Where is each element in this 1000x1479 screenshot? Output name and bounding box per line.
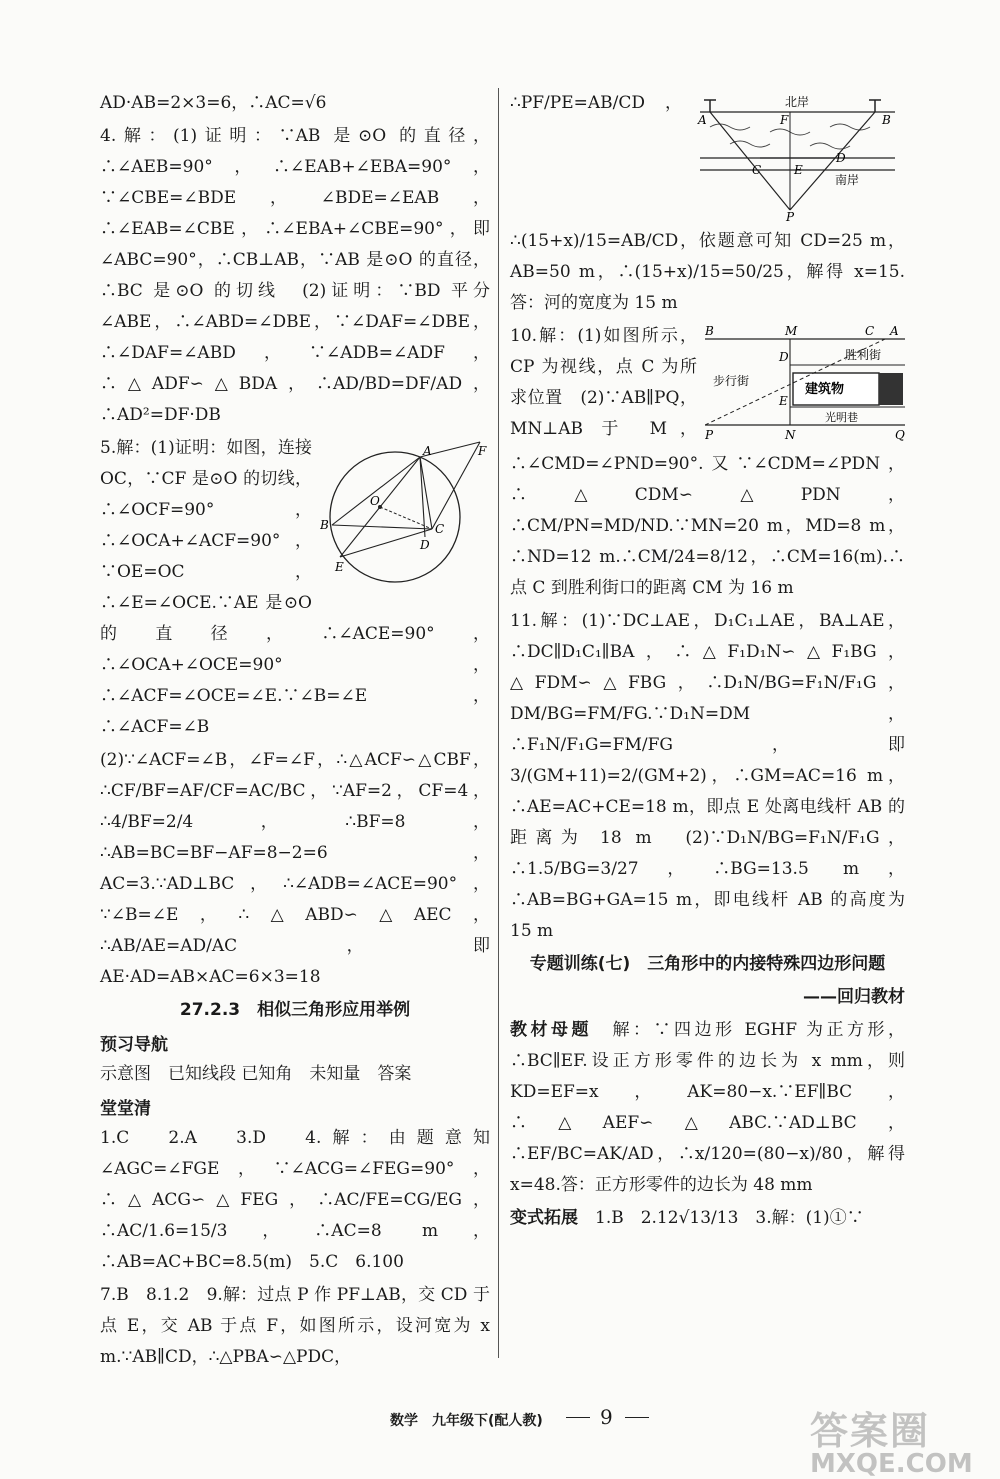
variant-label: 变式拓展	[510, 1208, 578, 1228]
street-label-b: B	[705, 325, 714, 338]
street-label-d: D	[779, 350, 789, 364]
street-label-m: M	[785, 325, 798, 338]
river-label-b: B	[882, 113, 891, 127]
left-p6: 7.B 8.1.2 9.解：过点 P 作 PF⊥AB，交 CD 于点 E，交 AB 于点 F，如图所示，设河宽为 x m.∵AB∥CD，∴△PBA∽△PDC，	[100, 1285, 490, 1367]
page-dash-left	[566, 1417, 590, 1418]
label-e: E	[335, 560, 344, 574]
right-p3: 11.解：(1)∵DC⊥AE，D₁C₁⊥AE，BA⊥AE，∴DC∥D₁C₁∥BA，∴△F₁D₁N∽△F₁BG，△FDM∽△FBG，∴D₁N/BG=F₁N/F₁G，DM/BG=FM/FG.∵D₁N=DM，∴F₁N/F₁G=FM/FG，即 3/(GM+11)=2/(GM+2)，∴GM=AC=16 m，∴AE=AC+CE=18 m，即点 E 处离电线杆 AB 的距离为 18 m (2)∵D₁N/BG=F₁N/F₁G，∴1.5/BG=3/27，∴BG=13.5 m，∴AB=BG+GA=15 m，即电线杆 AB 的高度为 15 m	[510, 611, 905, 941]
street-label-n: N	[785, 428, 796, 442]
right-p4: 解：∵四边形 EGHF 为正方形，∴BC∥EF.设正方形零件的边长为 x mm，则 KD=EF=x，AK=80−x.∵EF∥BC，∴△AEF∽△ABC.∵AD⊥BC，∴EF/BC=AK/AD，∴x/120=(80−x)/80，解得 x=48.答：正方形零件的边长为 48 mm	[510, 1020, 906, 1195]
label-b: B	[320, 518, 329, 532]
watermark-text: 答案圈	[810, 1409, 931, 1453]
river-label-f: F	[780, 113, 789, 127]
right-column	[510, 88, 905, 1236]
page-dash-right	[625, 1417, 649, 1418]
label-d: D	[420, 538, 430, 552]
textbook-label: 教材母题	[510, 1020, 593, 1040]
north-bank: 北岸	[785, 95, 810, 109]
street-guangming: 光明巷	[825, 411, 858, 424]
footer-subject: 数学 九年级下(配人教)	[390, 1413, 543, 1429]
left-p5: 1.C 2.A 3.D 4.解：由题意知∠AGC=∠FGE，∵∠ACG=∠FEG=90°，∴△ACG∽△FEG，∴AC/FE=CG/EG，∴AC/1.6=15/3，∴AC=8 m，∴AB=AC+BC=8.5(m) 5.C 6.100	[100, 1128, 490, 1272]
river-label-p: P	[786, 210, 795, 222]
left-p2: 4.解：(1)证明：∵AB 是⊙O 的直径，∴∠AEB=90°，∴∠EAB+∠EBA=90°，∵∠CBE=∠BDE，∠BDE=∠EAB，∴∠EAB=∠CBE，∴∠EBA+∠CBE=90°，即∠ABC=90°，∴CB⊥AB，∵AB 是⊙O 的直径，∴BC 是⊙O 的切线 (2)证明：∵BD 平分∠ABE，∴∠ABD=∠DBE，∵∠DAF=∠DBE，∴∠DAF=∠ABD，∵∠ADB=∠ADF，∴△ADF∽△BDA，∴AD/BD=DF/AD，∴AD²=DF·DB	[100, 126, 490, 425]
label-a: A	[423, 444, 432, 458]
class-heading: 堂堂清	[100, 1099, 151, 1119]
preview-heading: 预习导航	[100, 1035, 168, 1055]
circle-figure	[320, 437, 490, 587]
street-label-a: A	[890, 325, 899, 338]
section-title: 27.2.3 相似三角形应用举例	[179, 1000, 411, 1020]
label-o: O	[370, 494, 380, 508]
right-p2: 10.解：(1)如图所示，CP 为视线，点 C 为所求位置 (2)∵AB∥PQ，MN⊥AB 于 M，∴∠CMD=∠PND=90°.又∵∠CDM=∠PDN，∴△CDM∽△PDN，∴CM/PN=MD/ND.∵MN=20 m，MD=8 m，∴ND=12 m.∴CM/24=8/12，∴CM=16(m).∴点 C 到胜利街口的距离 CM 为 16 m	[510, 326, 905, 598]
left-p3: 5.解：(1)证明：如图，连接 OC，∵CF 是⊙O 的切线，∴∠OCF=90°，∴∠OCA+∠ACF=90°，∵OE=OC，∴∠E=∠OCE.∵AE 是⊙O 的直径，∴∠ACE=90°，∴∠OCA+∠OCE=90°，∴∠ACF=∠OCE=∠E.∵∠B=∠E，∴∠ACF=∠B	[100, 438, 490, 737]
page-number: 9	[600, 1405, 613, 1429]
street-label-e: E	[779, 394, 788, 408]
street-label-p: P	[705, 428, 714, 442]
street-label-c: C	[865, 325, 875, 338]
watermark	[810, 1400, 973, 1479]
building-label: 建筑物	[805, 382, 845, 397]
label-f: F	[478, 444, 487, 458]
river-label-c: C	[752, 163, 762, 177]
left-p4: (2)∵∠ACF=∠B，∠F=∠F，∴△ACF∽△CBF，∴CF/BF=AF/CF=AC/BC，∵AF=2，CF=4，∴4/BF=2/4，∴BF=8，∴AB=BC=BF−AF=8−2=6，AC=3.∵AD⊥BC，∴∠ADB=∠ACE=90°，∵∠B=∠E，∴△ABD∽△AEC，∴AB/AE=AD/AC，即 AE·AD=AB×AC=6×3=18	[100, 750, 490, 987]
street-buxing: 步行街	[713, 374, 750, 388]
special-title: 专题训练(七) 三角形中的内接特殊四边形问题	[529, 954, 886, 974]
special-subtitle: ——回归教材	[803, 987, 905, 1007]
south-bank: 南岸	[835, 173, 860, 187]
river-label-e: E	[794, 163, 803, 177]
watermark-url: MXQE.COM	[810, 1449, 973, 1479]
right-p5: 1.B 2.12√13/13 3.解：(1)①∵	[595, 1208, 864, 1228]
street-figure	[705, 325, 905, 445]
river-figure	[690, 92, 905, 222]
river-label-a: A	[698, 113, 707, 127]
street-label-q: Q	[895, 428, 905, 442]
street-shengli: 胜利街	[845, 348, 882, 362]
left-p1: AD·AB=2×3=6，∴AC=√6	[100, 93, 327, 113]
river-label-d: D	[836, 151, 846, 165]
preview-text: 示意图 已知线段 已知角 未知量 答案	[100, 1064, 412, 1084]
column-divider	[498, 88, 499, 1358]
right-p1: ∴PF/PE=AB/CD，∴(15+x)/15=AB/CD，依题意可知 CD=25 m，AB=50 m，∴(15+x)/15=50/25，解得 x=15.答：河的宽度为 15 m	[510, 93, 905, 313]
label-c: C	[435, 522, 445, 536]
left-column	[100, 88, 490, 1375]
